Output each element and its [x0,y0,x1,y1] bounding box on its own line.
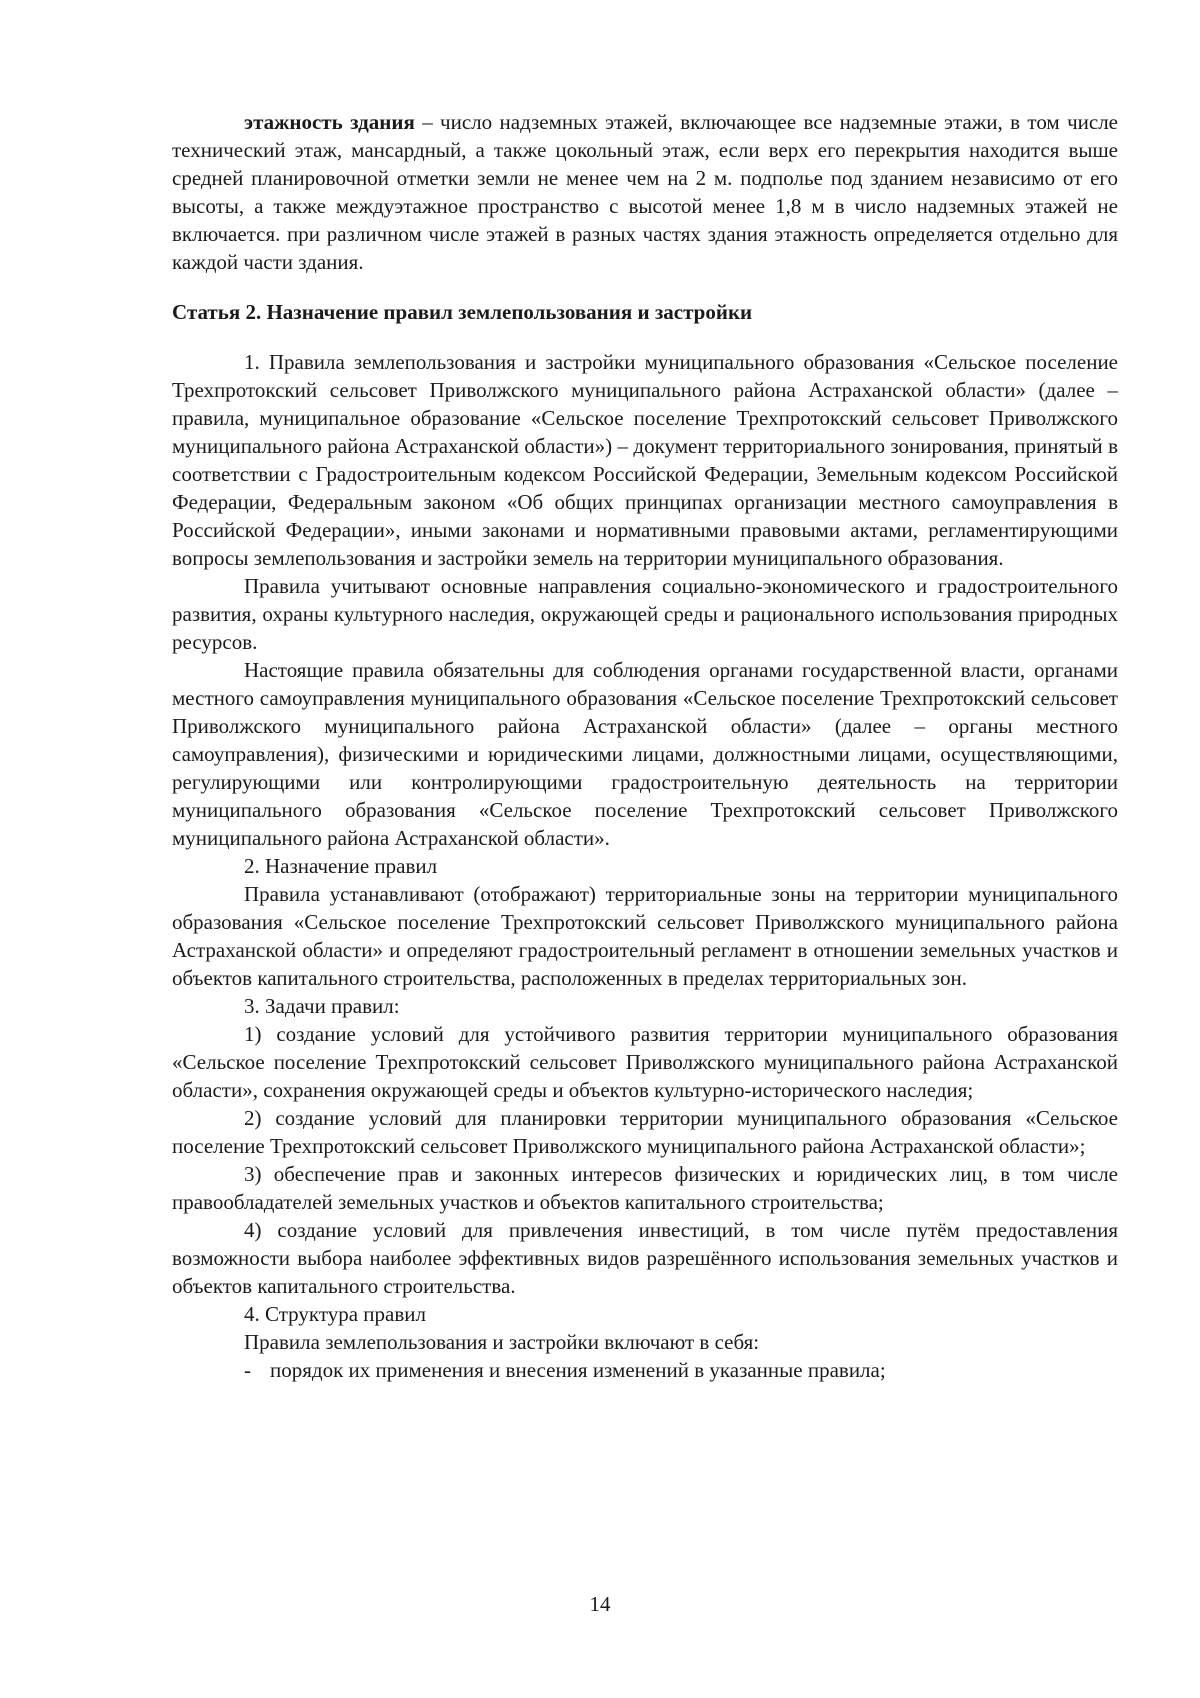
definition-storeys [172,108,1118,276]
task-2: 2) создание условий для планировки территории муниципального образования «Сельское поселение Трехпротокский сельсовет Приволжского муниципального района Астраханской области»; [172,1106,1118,1158]
paragraph-3: Настоящие правила обязательны для соблюдения органами государственной власти, органами местного самоуправления муниципального образования «Сельское поселение Трехпротокский сельсовет Приволжского муниципального района Астраханской области» (далее – органы местного самоуправления), физическими и юридическими лицами, должностными лицами, осуществляющими, регулирующими или контролирующими градостроительную деятельность на территории муниципального образования «Сельское поселение Трехпротокский сельсовет Приволжского муниципального района Астраханской области». [172,658,1118,850]
list-dash: - [244,1358,251,1382]
section-4-title: 4. Структура правил [244,1302,426,1326]
list-item [172,1356,1118,1384]
defined-term: этажность здания [244,110,415,134]
task-4: 4) создание условий для привлечения инвестиций, в том числе путём предоставления возможности выбора наиболее эффективных видов разрешённого использования земельных участков и объектов капитального строительства. [172,1218,1118,1298]
paragraph-2: Правила учитывают основные направления социально-экономического и градостроительного развития, охраны культурного наследия, окружающей среды и рационального использования природных ресурсов. [172,574,1118,654]
paragraph-5: Правила устанавливают (отображают) территориальные зоны на территории муниципального образования «Сельское поселение Трехпротокский сельсовет Приволжского муниципального района Астраханской области» и определяют градостроительный регламент в отношении земельных участков и объектов капитального строительства, расположенных в пределах территориальных зон. [172,882,1118,990]
section-3-title: 3. Задачи правил: [244,994,400,1018]
page-number: 14 [589,1592,611,1616]
paragraph-1: 1. Правила землепользования и застройки муниципального образования «Сельское поселение Трехпротокский сельсовет Приволжского муниципального района Астраханской области» (далее – правила, муниципальное образование «Сельское поселение Трехпротокский сельсовет Приволжского муниципального района Астраханской области») – документ территориального зонирования, принятый в соответствии с Градостроительным кодексом Российской Федерации, Земельным кодексом Российской Федерации, Федеральным законом «Об общих принципах организации местного самоуправления в Российской Федерации», иными законами и нормативными правовыми актами, регламентирующими вопросы землепользования и застройки земель на территории муниципального образования. [172,350,1118,570]
article-heading: Статья 2. Назначение правил землепользования и застройки [172,300,753,324]
paragraph-12: Правила землепользования и застройки включают в себя: [244,1330,760,1354]
definition-text: – число надземных этажей, включающее все надземные этажи, в том числе технический этаж, мансардный, а также цокольный этаж, если верх его перекрытия находится выше средней планировочной отметки земли не менее чем на 2 м. подполье под зданием независимо от его высоты, а также междуэтажное пространство с высотой менее 1,8 м в число надземных этажей не включается. при различном числе этажей в разных частях здания этажность определяется отдельно для каждой части здания. [172,110,1118,274]
document-page [172,108,1118,1384]
task-1: 1) создание условий для устойчивого развития территории муниципального образования «Сельское поселение Трехпротокский сельсовет Приволжского муниципального района Астраханской области», сохранения окружающей среды и объектов культурно-исторического наследия; [172,1022,1118,1102]
list-item-text: порядок их применения и внесения изменений в указанные правила; [270,1358,886,1382]
task-3: 3) обеспечение прав и законных интересов физических и юридических лиц, в том числе правообладателей земельных участков и объектов капитального строительства; [172,1162,1118,1214]
section-2-title: 2. Назначение правил [244,854,438,878]
